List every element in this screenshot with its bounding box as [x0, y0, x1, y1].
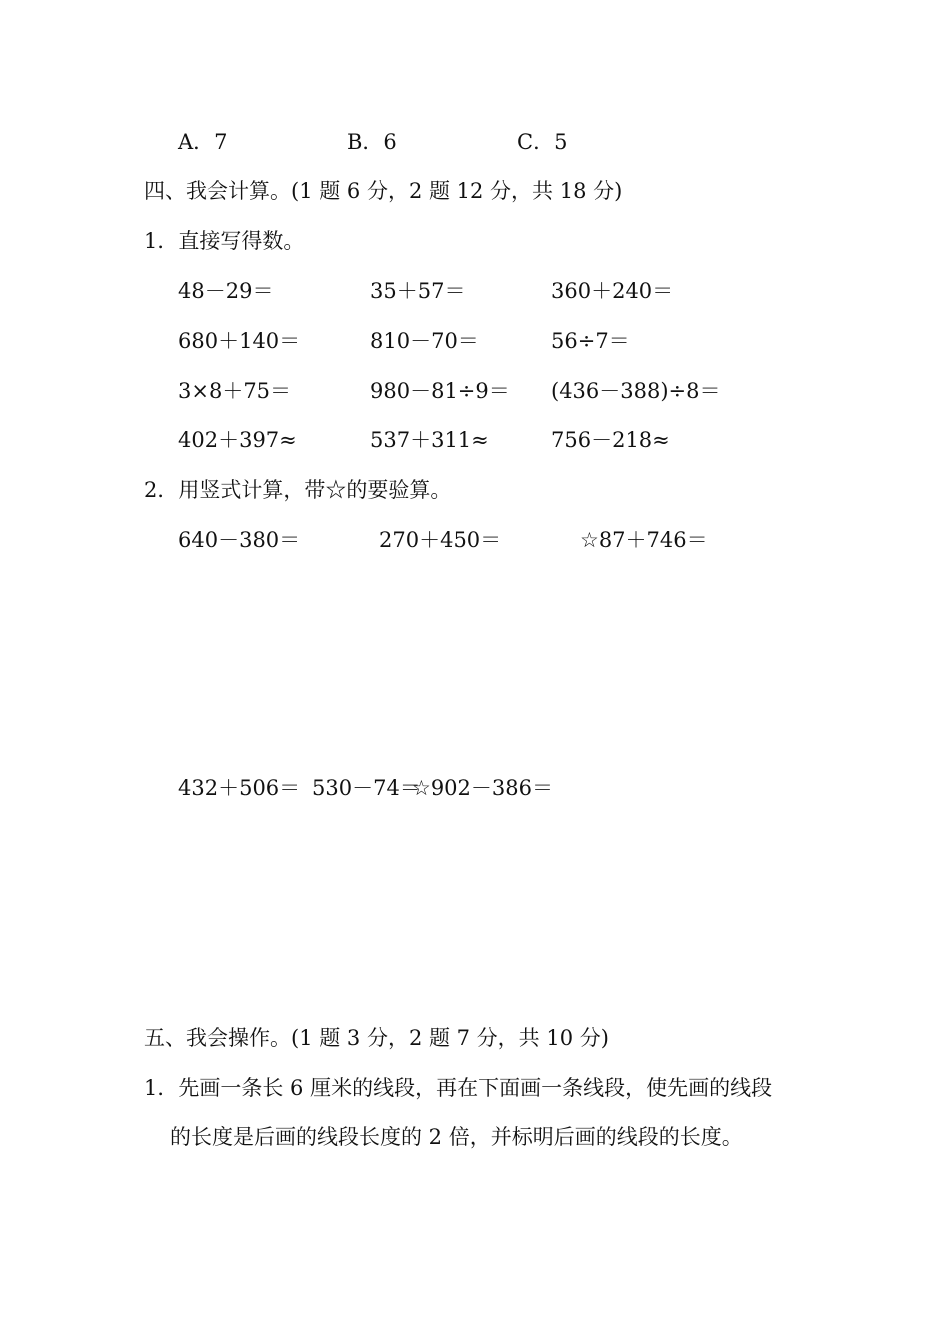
q2-item: 270＋450＝	[379, 528, 502, 552]
q1-item: 56÷7＝	[551, 329, 630, 353]
q2-item: 530－74＝	[312, 776, 421, 800]
s5-q1-line1: 1．先画一条长 6 厘米的线段，再在下面画一条线段，使先画的线段	[144, 1076, 773, 1100]
section4-heading: 四、我会计算。(1 题 6 分，2 题 12 分，共 18 分)	[144, 179, 623, 203]
q2-item: 432＋506＝	[178, 776, 301, 800]
q1-item: (436－388)÷8＝	[551, 379, 721, 403]
q1-item: 35＋57＝	[370, 279, 466, 303]
q2-item: ☆902－386＝	[412, 776, 553, 800]
choice-a: A．7	[178, 130, 228, 154]
q1-item: 810－70＝	[370, 329, 479, 353]
q1-title: 1．直接写得数。	[144, 229, 305, 253]
q1-item: 756－218≈	[551, 428, 670, 452]
q1-item: 537＋311≈	[370, 428, 489, 452]
q1-item: 48－29＝	[178, 279, 274, 303]
s5-q1-line2: 的长度是后画的线段长度的 2 倍，并标明后画的线段的长度。	[170, 1125, 743, 1149]
choice-c: C．5	[517, 130, 568, 154]
q1-item: 360＋240＝	[551, 279, 674, 303]
q1-item: 3×8＋75＝	[178, 379, 292, 403]
q2-item: 640－380＝	[178, 528, 301, 552]
section5-heading: 五、我会操作。(1 题 3 分，2 题 7 分，共 10 分)	[144, 1026, 609, 1050]
q2-title: 2．用竖式计算，带☆的要验算。	[144, 478, 452, 502]
q1-item: 402＋397≈	[178, 428, 297, 452]
q2-item: ☆87＋746＝	[580, 528, 708, 552]
q1-item: 980－81÷9＝	[370, 379, 510, 403]
choice-b: B．6	[347, 130, 397, 154]
q1-item: 680＋140＝	[178, 329, 301, 353]
